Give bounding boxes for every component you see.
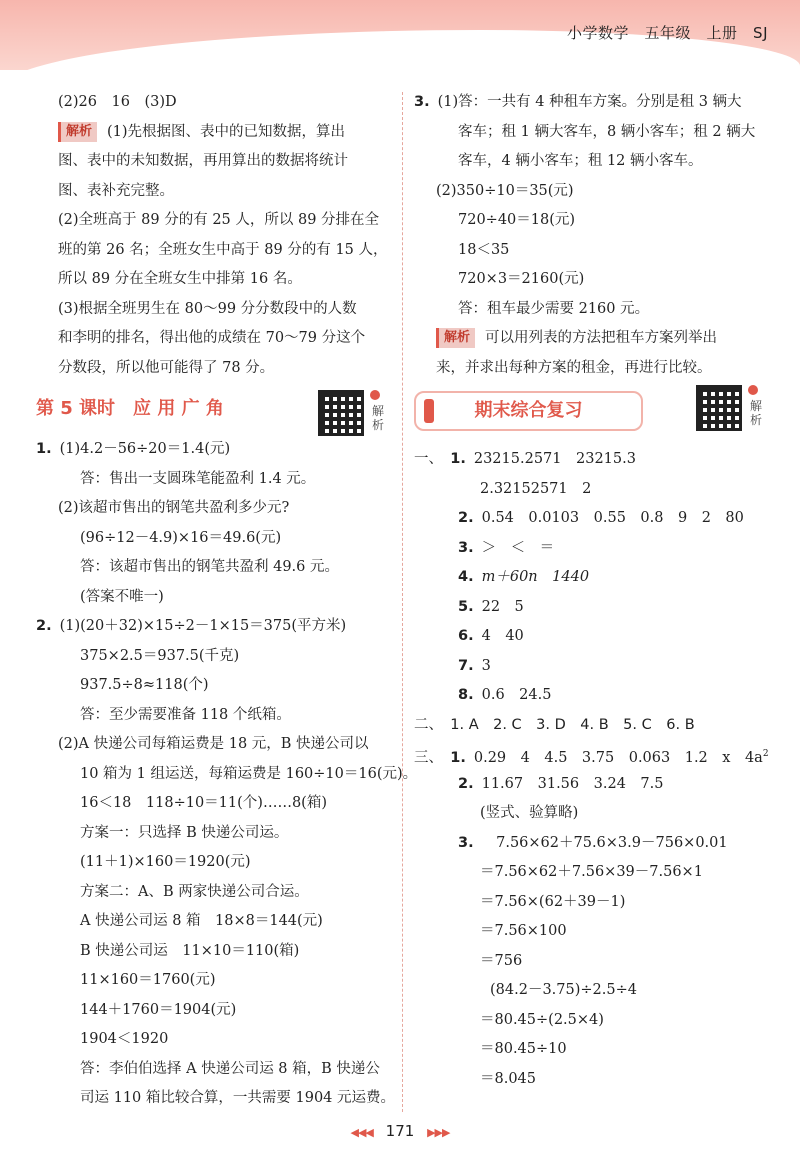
analysis-line: 解析 (1)先根据图、表中的已知数据，算出 bbox=[36, 118, 396, 148]
part1-item: 5. 22 5 bbox=[458, 598, 524, 615]
answer-line: 375×2.5＝937.5(千克) bbox=[80, 647, 240, 664]
calc-line: ＝7.56×62＋7.56×39－7.56×1 bbox=[480, 864, 703, 880]
part1-item: 2.32152571 2 bbox=[480, 480, 592, 497]
qr-label: 解析 bbox=[750, 399, 763, 427]
analysis-line: 班的第 26 名；全班女生中高于 89 分的有 15 人， bbox=[58, 241, 388, 258]
analysis-line: 来，并求出每种方案的租金，再进行比较。 bbox=[436, 359, 712, 376]
page-number: 171 bbox=[385, 1122, 415, 1140]
qr-label: 解析 bbox=[372, 404, 385, 432]
analysis-line: 所以 89 分在全班女生中排第 16 名。 bbox=[58, 271, 302, 287]
part1-item: 8. 0.6 24.5 bbox=[458, 687, 552, 703]
answer-line: (96÷12－4.9)×16＝49.6(元) bbox=[80, 529, 282, 546]
right-column bbox=[414, 88, 786, 1094]
analysis-line: 图、表中的未知数据，再用算出的数据将统计 bbox=[58, 153, 348, 169]
calc-line: ＝80.45÷10 bbox=[480, 1041, 567, 1057]
analysis-tag: 解析 bbox=[436, 328, 475, 348]
play-icon bbox=[748, 385, 758, 395]
section-bar bbox=[424, 399, 434, 423]
answer-line: 客车；租 1 辆大客车，8 辆小客车；租 2 辆大 bbox=[458, 123, 756, 140]
answer-line: 答：租车最少需要 2160 元。 bbox=[458, 300, 650, 317]
answer-line: 方案二：A、B 两家快递公司合运。 bbox=[80, 883, 309, 900]
answer-line: (2)26 16 (3)D bbox=[58, 94, 177, 110]
answer-line: 答：该超市售出的钢笔共盈利 49.6 元。 bbox=[80, 559, 340, 575]
answer-line: 720×3＝2160(元) bbox=[458, 271, 585, 287]
calc-line: ＝756 bbox=[480, 952, 523, 969]
answer-line: 答：李伯伯选择 A 快递公司运 8 箱，B 快递公 bbox=[80, 1060, 380, 1077]
question-3: 3. (1)答：一共有 4 种租车方案。分别是租 3 辆大 bbox=[414, 94, 742, 110]
next-arrows-icon: ▶▶▶ bbox=[427, 1126, 450, 1139]
answer-line: 937.5÷8≈118(个) bbox=[80, 677, 209, 693]
part2-answers: 二、 1. A 2. C 3. D 4. B 5. C 6. B bbox=[414, 716, 695, 733]
answer-line: 答：至少需要准备 118 个纸箱。 bbox=[80, 706, 291, 723]
qr-code-icon[interactable] bbox=[318, 390, 364, 436]
part1-item: 4. m＋60n 1440 bbox=[458, 569, 590, 585]
answer-line: 方案一：只选择 B 快递公司运。 bbox=[80, 824, 289, 841]
answer-line: 1904＜1920 bbox=[80, 1031, 169, 1047]
analysis-line: 和李明的排名，得出他的成绩在 70～79 分这个 bbox=[58, 330, 366, 346]
answer-line: A 快递公司运 8 箱 18×8＝144(元) bbox=[80, 913, 323, 929]
analysis-line: 分数段，所以他可能得了 78 分。 bbox=[58, 359, 275, 376]
answer-line: B 快递公司运 11×10＝110(箱) bbox=[80, 942, 300, 959]
header-title: 小学数学 五年级 上册 SJ bbox=[567, 24, 768, 42]
part3-q2-note: (竖式、验算略) bbox=[480, 805, 579, 821]
answer-line: (11＋1)×160＝1920(元) bbox=[80, 854, 251, 870]
part3-q3: 3. 7.56×62＋75.6×3.9－756×0.01 bbox=[458, 834, 728, 851]
part3-q2: 2. 11.67 31.56 3.24 7.5 bbox=[458, 775, 664, 792]
answer-line: 16＜18 118÷10＝11(个)……8(箱) bbox=[80, 795, 327, 811]
question-1: 1. (1)4.2－56÷20＝1.4(元) bbox=[36, 441, 231, 457]
column-divider bbox=[402, 92, 403, 1112]
calc-line: ＝7.56×100 bbox=[480, 923, 567, 939]
part1-item: 2. 0.54 0.0103 0.55 0.8 9 2 80 bbox=[458, 510, 744, 526]
answer-line: 10 箱为 1 组运送，每箱运费是 160÷10＝16(元)。 bbox=[80, 765, 418, 782]
part3-q1: 三、 1. 0.29 4 4.5 3.75 0.063 1.2 x $4a^2$ bbox=[414, 749, 769, 766]
answer-line: 客车，4 辆小客车；租 12 辆小客车。 bbox=[458, 153, 703, 169]
section-title-lesson5: 第 5 课时 应 用 广 角 bbox=[36, 398, 224, 419]
prev-arrows-icon: ◀◀◀ bbox=[350, 1126, 373, 1139]
left-column bbox=[36, 88, 418, 1114]
calc-line: ＝8.045 bbox=[480, 1070, 537, 1087]
answer-line: 18＜35 bbox=[458, 241, 510, 258]
analysis-tag: 解析 bbox=[58, 122, 97, 142]
answer-line: (2)A 快递公司每箱运费是 18 元，B 快递公司以 bbox=[58, 736, 369, 752]
answer-line: 11×160＝1760(元) bbox=[80, 972, 216, 988]
part1-item: 7. 3 bbox=[458, 657, 491, 674]
analysis-line: (2)全班高于 89 分的有 25 人，所以 89 分排在全 bbox=[58, 212, 380, 228]
answer-line: (答案不唯一) bbox=[80, 588, 164, 605]
answer-line: 答：售出一支圆珠笔能盈利 1.4 元。 bbox=[80, 470, 316, 487]
answer-line: 司运 110 箱比较合算，一共需要 1904 元运费。 bbox=[80, 1090, 396, 1106]
analysis-line: (3)根据全班男生在 80～99 分分数段中的人数 bbox=[58, 300, 357, 317]
section-title-final-review: 期末综合复习 bbox=[414, 391, 643, 431]
question-2: 2. (1)(20＋32)×15÷2－1×15＝375(平方米) bbox=[36, 618, 347, 634]
answer-line: 144＋1760＝1904(元) bbox=[80, 1001, 237, 1018]
answer-line: (2)350÷10＝35(元) bbox=[436, 182, 574, 199]
qr-code-icon[interactable] bbox=[696, 385, 742, 431]
part1-item: 3. ＞ ＜ ＝ bbox=[458, 539, 555, 556]
page-footer bbox=[0, 1122, 800, 1140]
analysis-line: 图、表补充完整。 bbox=[58, 182, 174, 199]
part1-item: 6. 4 40 bbox=[458, 628, 524, 644]
calc-line: ＝7.56×(62＋39－1) bbox=[480, 893, 626, 910]
part1-item: 一、 1. 23215.2571 23215.3 bbox=[414, 451, 636, 467]
calc-line: ＝80.45÷(2.5×4) bbox=[480, 1011, 604, 1028]
analysis-line: 解析 可以用列表的方法把租车方案列举出 bbox=[414, 324, 786, 354]
play-icon bbox=[370, 390, 380, 400]
answer-line: (2)该超市售出的钢笔共盈利多少元? bbox=[58, 500, 290, 516]
calc-line: (84.2－3.75)÷2.5÷4 bbox=[490, 982, 637, 998]
answer-line: 720÷40＝18(元) bbox=[458, 212, 576, 228]
